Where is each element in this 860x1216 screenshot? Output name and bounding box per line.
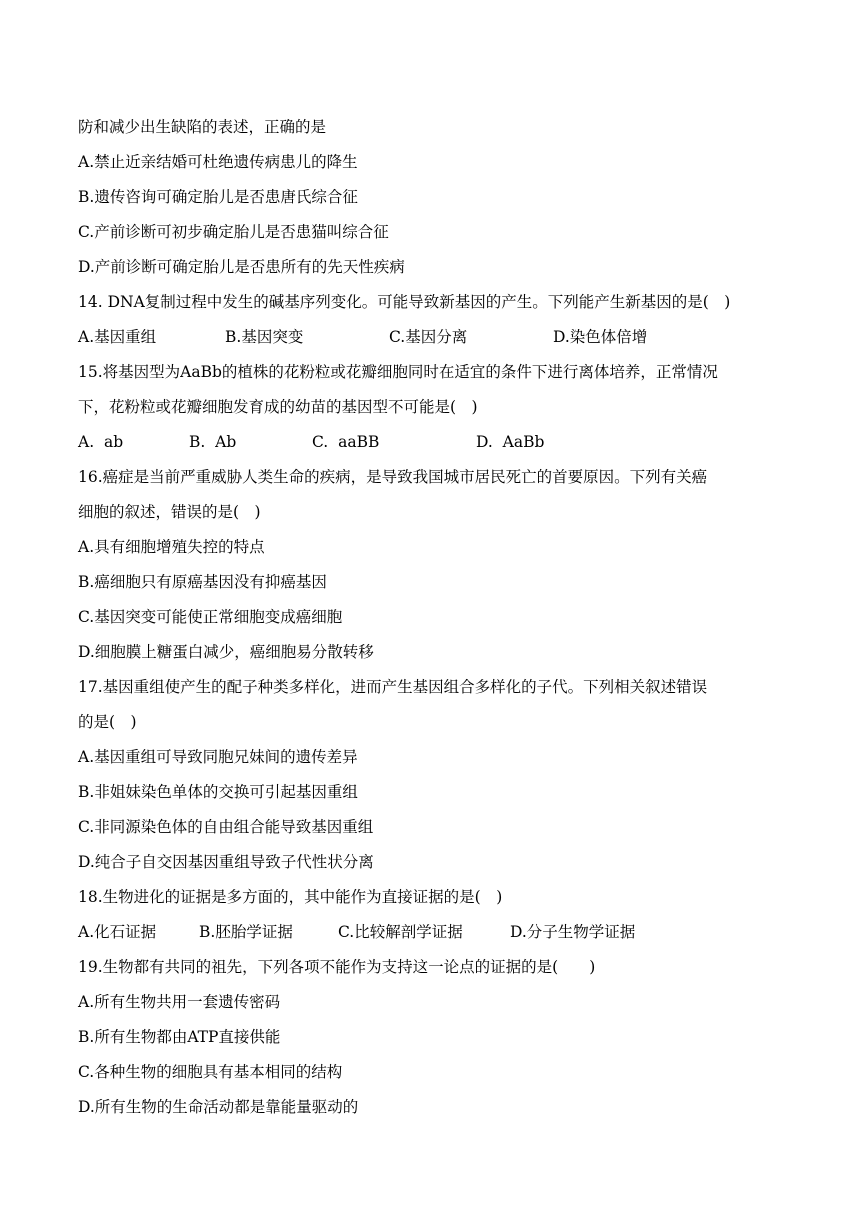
q17-option-d: D.纯合子自交因基因重组导致子代性状分离 xyxy=(78,853,374,871)
q17-option-c: C.非同源染色体的自由组合能导致基因重组 xyxy=(78,818,374,836)
q14-options xyxy=(78,320,784,355)
q16-stem-line1: 16.癌症是当前严重威胁人类生命的疾病，是导致我国城市居民死亡的首要原因。下列有关癌 xyxy=(78,468,708,486)
q17-option-b: B.非姐妹染色单体的交换可引起基因重组 xyxy=(78,783,358,801)
q19-option-b: B.所有生物都由ATP直接供能 xyxy=(78,1028,281,1046)
q15-option-b: B. Ab xyxy=(189,433,237,451)
q13-option-d: D.产前诊断可确定胎儿是否患所有的先天性疾病 xyxy=(78,258,405,276)
q15-stem-line1: 15.将基因型为AaBb的植株的花粉粒或花瓣细胞同时在适宜的条件下进行离体培养，正常情况 xyxy=(78,363,718,381)
q16-option-c: C.基因突变可能使正常细胞变成癌细胞 xyxy=(78,608,343,626)
q16-option-b: B.癌细胞只有原癌基因没有抑癌基因 xyxy=(78,573,327,591)
q14-option-c: C.基因分离 xyxy=(389,328,468,346)
q17-stem-line2: 的是( ) xyxy=(78,713,137,731)
q16-option-d: D.细胞膜上糖蛋白减少，癌细胞易分散转移 xyxy=(78,643,374,661)
q14-option-d: D.染色体倍增 xyxy=(553,328,648,346)
q15-stem-line2: 下，花粉粒或花瓣细胞发育成的幼苗的基因型不可能是( ) xyxy=(78,398,478,416)
q19-option-d: D.所有生物的生命活动都是靠能量驱动的 xyxy=(78,1098,359,1116)
q18-option-b: B.胚胎学证据 xyxy=(199,923,293,941)
q18-option-c: C.比较解剖学证据 xyxy=(338,923,463,941)
q19-stem: 19.生物都有共同的祖先，下列各项不能作为支持这一论点的证据的是( ) xyxy=(78,958,596,976)
q13-option-b: B.遗传咨询可确定胎儿是否患唐氏综合征 xyxy=(78,188,358,206)
q18-options xyxy=(78,915,784,950)
q18-option-d: D.分子生物学证据 xyxy=(510,923,636,941)
q15-option-c: C. aaBB xyxy=(312,433,380,451)
q15-option-a: A. ab xyxy=(78,433,124,451)
q16-stem-line2: 细胞的叙述，错误的是( ) xyxy=(78,503,261,521)
q14-option-b: B.基因突变 xyxy=(225,328,304,346)
q14-option-a: A.基因重组 xyxy=(78,328,157,346)
q13-option-a: A.禁止近亲结婚可杜绝遗传病患儿的降生 xyxy=(78,153,358,171)
q16-option-a: A.具有细胞增殖失控的特点 xyxy=(78,538,265,556)
q17-stem-line1: 17.基因重组使产生的配子种类多样化，进而产生基因组合多样化的子代。下列相关叙述错误 xyxy=(78,678,708,696)
q15-options xyxy=(78,425,784,460)
q18-stem: 18.生物进化的证据是多方面的，其中能作为直接证据的是( ) xyxy=(78,888,503,906)
document-page xyxy=(78,110,784,1125)
q17-option-a: A.基因重组可导致同胞兄妹间的遗传差异 xyxy=(78,748,358,766)
q13-stem-tail: 防和减少出生缺陷的表述，正确的是 xyxy=(78,118,327,136)
q19-option-a: A.所有生物共用一套遗传密码 xyxy=(78,993,281,1011)
q13-option-c: C.产前诊断可初步确定胎儿是否患猫叫综合征 xyxy=(78,223,389,241)
q18-option-a: A.化石证据 xyxy=(78,923,157,941)
q14-stem: 14. DNA复制过程中发生的碱基序列变化。可能导致新基因的产生。下列能产生新基因的是( ) xyxy=(78,293,731,311)
q19-option-c: C.各种生物的细胞具有基本相同的结构 xyxy=(78,1063,343,1081)
q15-option-d: D. AaBb xyxy=(476,433,545,451)
